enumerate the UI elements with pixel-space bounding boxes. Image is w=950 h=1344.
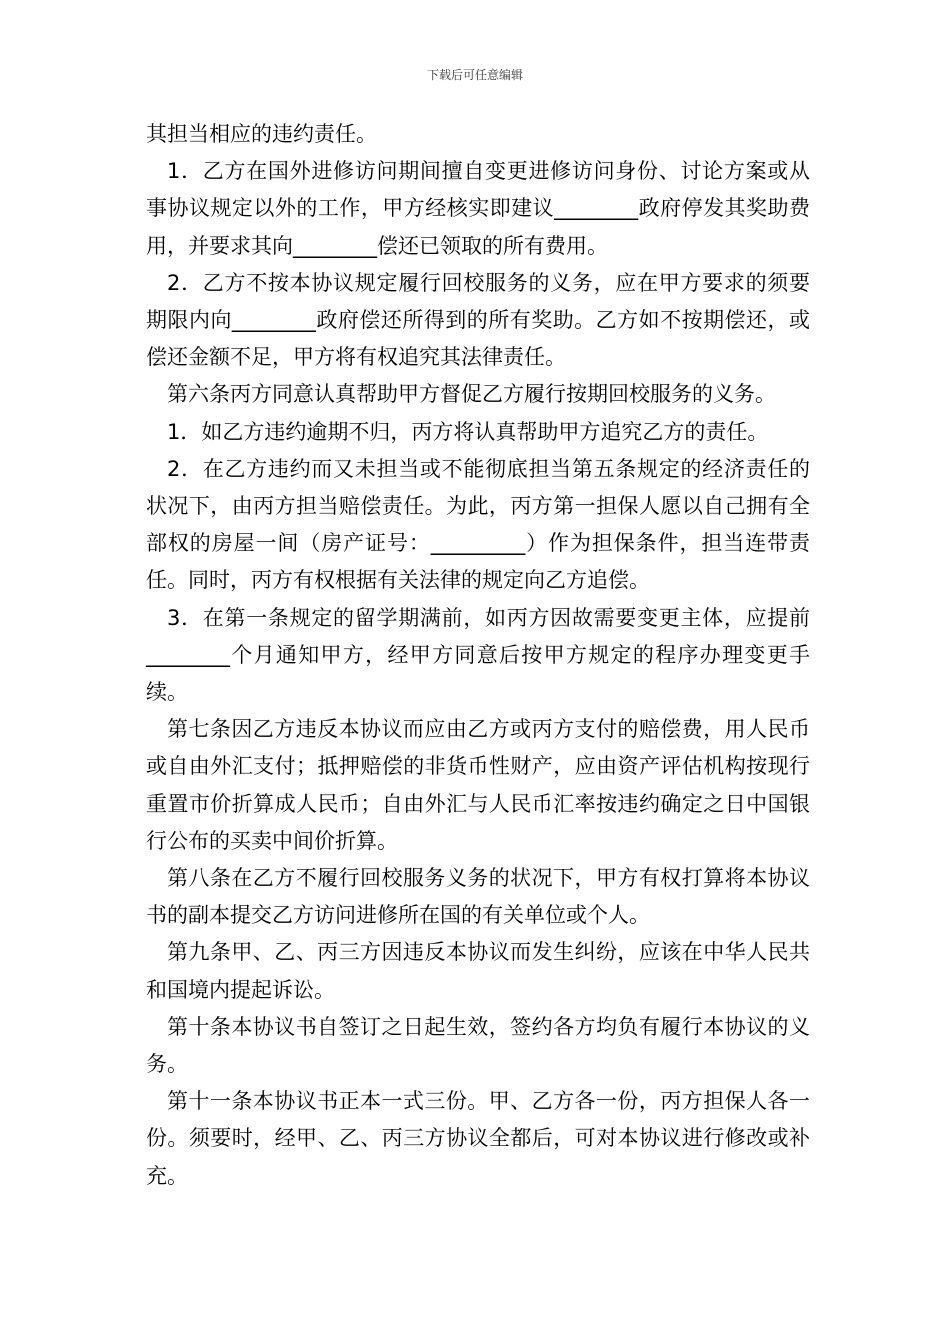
page-header: 下载后可任意编辑: [426, 68, 523, 82]
paragraph: 第六条丙方同意认真帮助甲方督促乙方履行按期回校服务的义务。: [167, 382, 776, 407]
paragraph: 第十条本协议书自签订之日起生效，签约各方均负有履行本协议的义务。: [146, 1014, 810, 1077]
paragraph: 2．乙方不按本协议规定履行回校服务的义务，应在甲方要求的须要期限内向________政府偿还所得到的所有奖助。乙方如不按期偿还，或偿还金额不足，甲方将有权追究其法律责任。: [146, 270, 810, 370]
paragraph: 1．如乙方违约逾期不归，丙方将认真帮助甲方追究乙方的责任。: [167, 419, 769, 444]
paragraph: 2．在乙方违约而又未担当或不能彻底担当第五条规定的经济责任的状况下，由丙方担当赔偿责任。为此，丙方第一担保人愿以自己拥有全部权的房屋一间（房产证号：_________）作为担保条件，担当连带责任。同时，丙方有权根据有关法律的规定向乙方追偿。: [146, 456, 810, 593]
paragraph: 第八条在乙方不履行回校服务义务的状况下，甲方有权打算将本协议书的副本提交乙方访问进修所在国的有关单位或个人。: [146, 866, 810, 928]
paragraph: 1．乙方在国外进修访问期间擅自变更进修访问身份、讨论方案或从事协议规定以外的工作，甲方经核实即建议________政府停发其奖助费用，并要求其向________偿还已领取的所有费用。: [146, 159, 810, 258]
paragraph: 第十一条本协议书正本一式三份。甲、乙方各一份，丙方担保人各一份。须要时，经甲、乙、丙三方协议全都后，可对本协议进行修改或补充。: [146, 1089, 810, 1188]
document-body: [146, 116, 810, 1195]
paragraph: 第七条因乙方违反本协议而应由乙方或丙方支付的赔偿费，用人民币或自由外汇支付；抵押赔偿的非货币性财产，应由资产评估机构按现行重置市价折算成人民币；自由外汇与人民币汇率按违约确定之日中国银行公布的买卖中间价折算。: [146, 717, 810, 853]
paragraph: 其担当相应的违约责任。: [146, 122, 377, 146]
paragraph: 3．在第一条规定的留学期满前，如丙方因故需要变更主体，应提前________个月通知甲方，经甲方同意后按甲方规定的程序办理变更手续。: [146, 605, 810, 705]
paragraph: 第九条甲、乙、丙三方因违反本协议而发生纠纷，应该在中华人民共和国境内提起诉讼。: [146, 940, 810, 1002]
